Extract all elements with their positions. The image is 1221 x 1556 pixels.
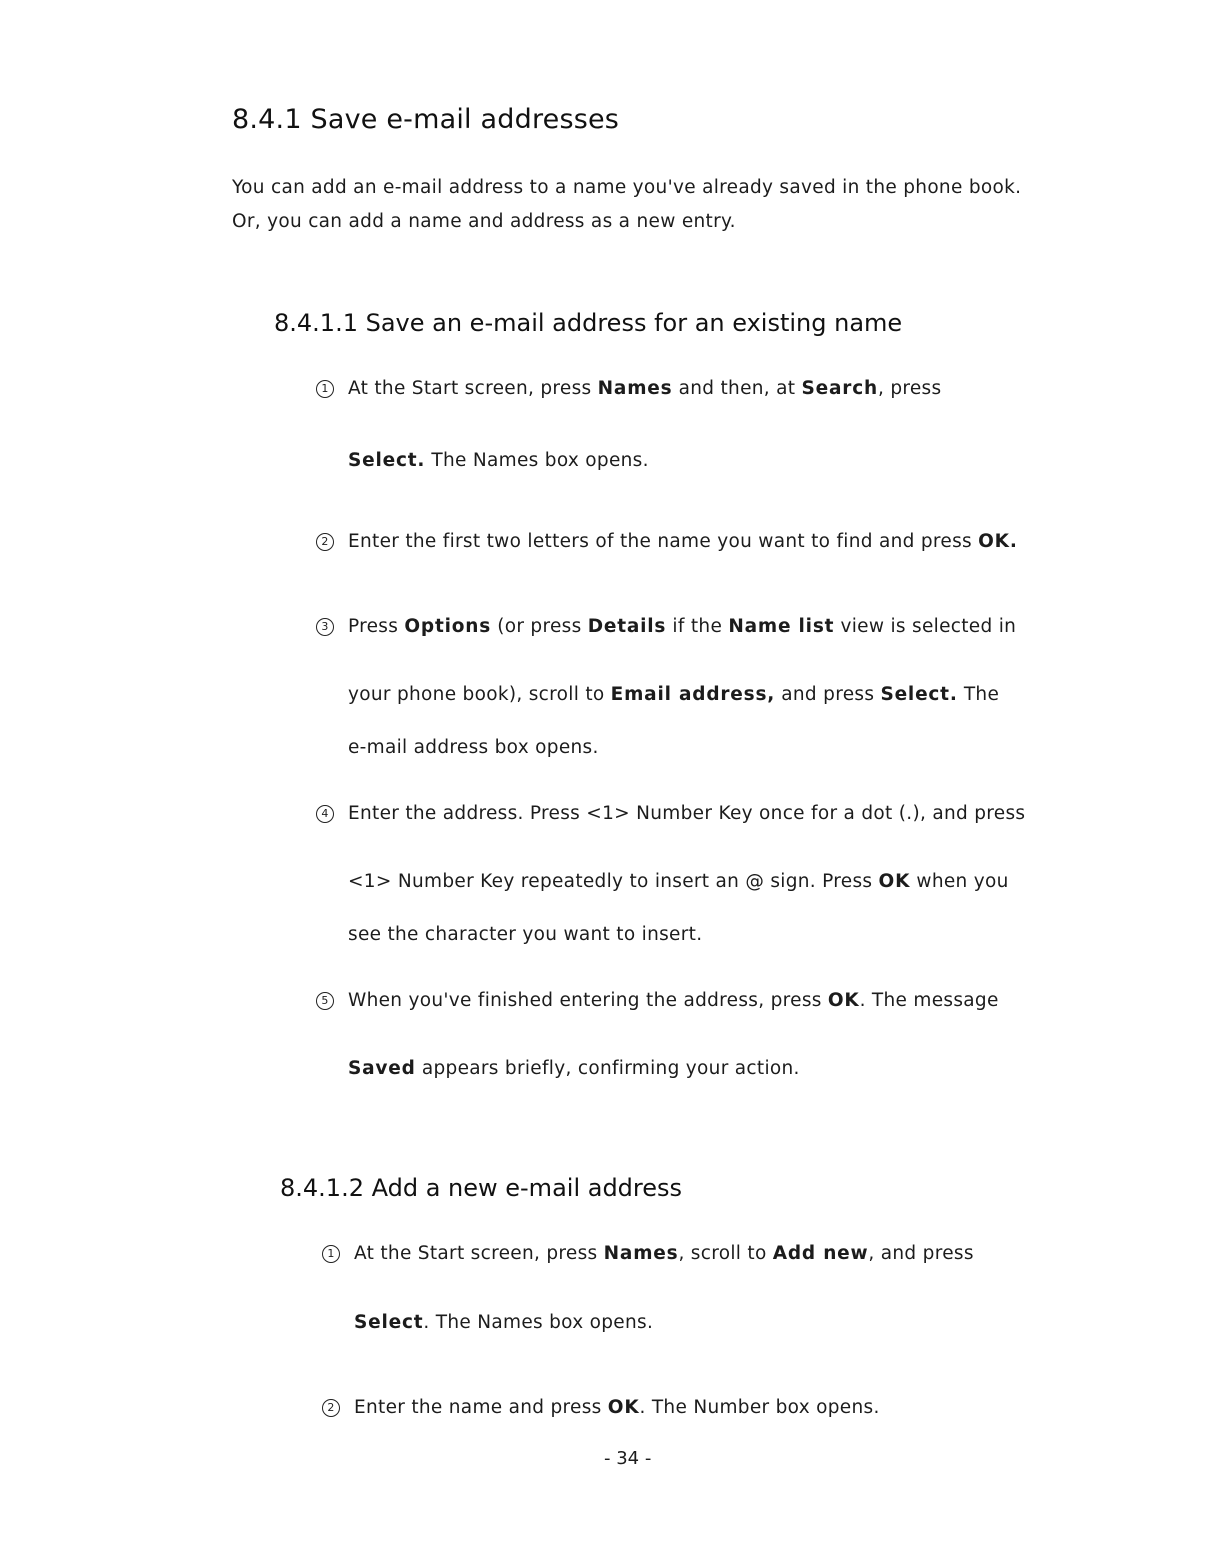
step-number-badge: 2 [316,533,334,551]
ui-term: OK [607,1397,640,1418]
ui-term: Search [801,378,878,399]
step-number-badge: 2 [322,1399,340,1417]
ui-term: Options [404,616,492,637]
step-text: The Names box opens. [425,450,649,471]
step-text: view is selected in [834,616,1017,637]
step-text: At the Start screen, press [348,378,598,399]
step-number-badge: 1 [322,1245,340,1263]
step-text: , and press [868,1243,974,1264]
step-line [348,684,999,705]
step-text: . The Number box opens. [639,1397,880,1418]
step-line [316,990,999,1011]
step-text: Enter the first two letters of the name you want to find and press [348,531,979,552]
step-text: . The message [859,990,999,1011]
step-number-badge: 5 [316,992,334,1010]
step-text: When you've finished entering the address, press [348,990,828,1011]
step-text: if the [666,616,729,637]
step-text: (or press [491,616,588,637]
ui-term: Names [603,1243,679,1264]
step-text: Enter the name and press [354,1397,608,1418]
section-title: 8.4.1 Save e-mail addresses [232,104,620,135]
step-text: Press [348,616,405,637]
step-text: Enter the address. Press <1> Number Key once for a dot (.), and press [348,803,1026,824]
step-line [354,1312,653,1333]
step-line [348,737,599,758]
ui-term: OK [827,990,860,1011]
ui-term: OK. [978,531,1018,552]
step-line [316,616,1016,637]
ui-term: Name list [728,616,835,637]
step-line [322,1397,880,1418]
step-number-badge: 1 [316,380,334,398]
step-text: e-mail address box opens. [348,737,599,758]
step-line [348,450,649,471]
ui-term: Saved [348,1058,416,1079]
ui-term: Details [587,616,667,637]
ui-term: Add new [772,1243,869,1264]
step-text: , scroll to [678,1243,773,1264]
subsection-title: 8.4.1.2 Add a new e-mail address [280,1174,683,1202]
step-line [316,378,941,399]
step-text: when you [910,871,1009,892]
ui-term: Names [597,378,673,399]
step-line [322,1243,974,1264]
step-text: , press [877,378,942,399]
step-line [316,531,1018,552]
step-text: appears briefly, confirming your action. [415,1058,800,1079]
step-text: . The Names box opens. [423,1312,654,1333]
step-line [348,871,1009,892]
step-text: see the character you want to insert. [348,924,703,945]
ui-term: OK [878,871,911,892]
intro-line: Or, you can add a name and address as a new entry. [232,211,736,232]
ui-term: Select [354,1312,424,1333]
step-number-badge: 4 [316,805,334,823]
step-text: and press [775,684,881,705]
ui-term: Email address, [610,684,776,705]
step-text: The [957,684,1000,705]
step-line [348,1058,800,1079]
step-text: your phone book), scroll to [348,684,611,705]
ui-term: Select. [880,684,958,705]
ui-term: Select. [348,450,426,471]
step-text: <1> Number Key repeatedly to insert an @ sign. Press [348,871,879,892]
intro-line: You can add an e-mail address to a name you've already saved in the phone book. [232,177,1022,198]
page-number: - 34 - [604,1448,652,1469]
subsection-title: 8.4.1.1 Save an e-mail address for an existing name [274,309,903,337]
step-text: and then, at [672,378,802,399]
step-text: At the Start screen, press [354,1243,604,1264]
step-number-badge: 3 [316,618,334,636]
step-line [316,803,1025,824]
step-line [348,924,702,945]
